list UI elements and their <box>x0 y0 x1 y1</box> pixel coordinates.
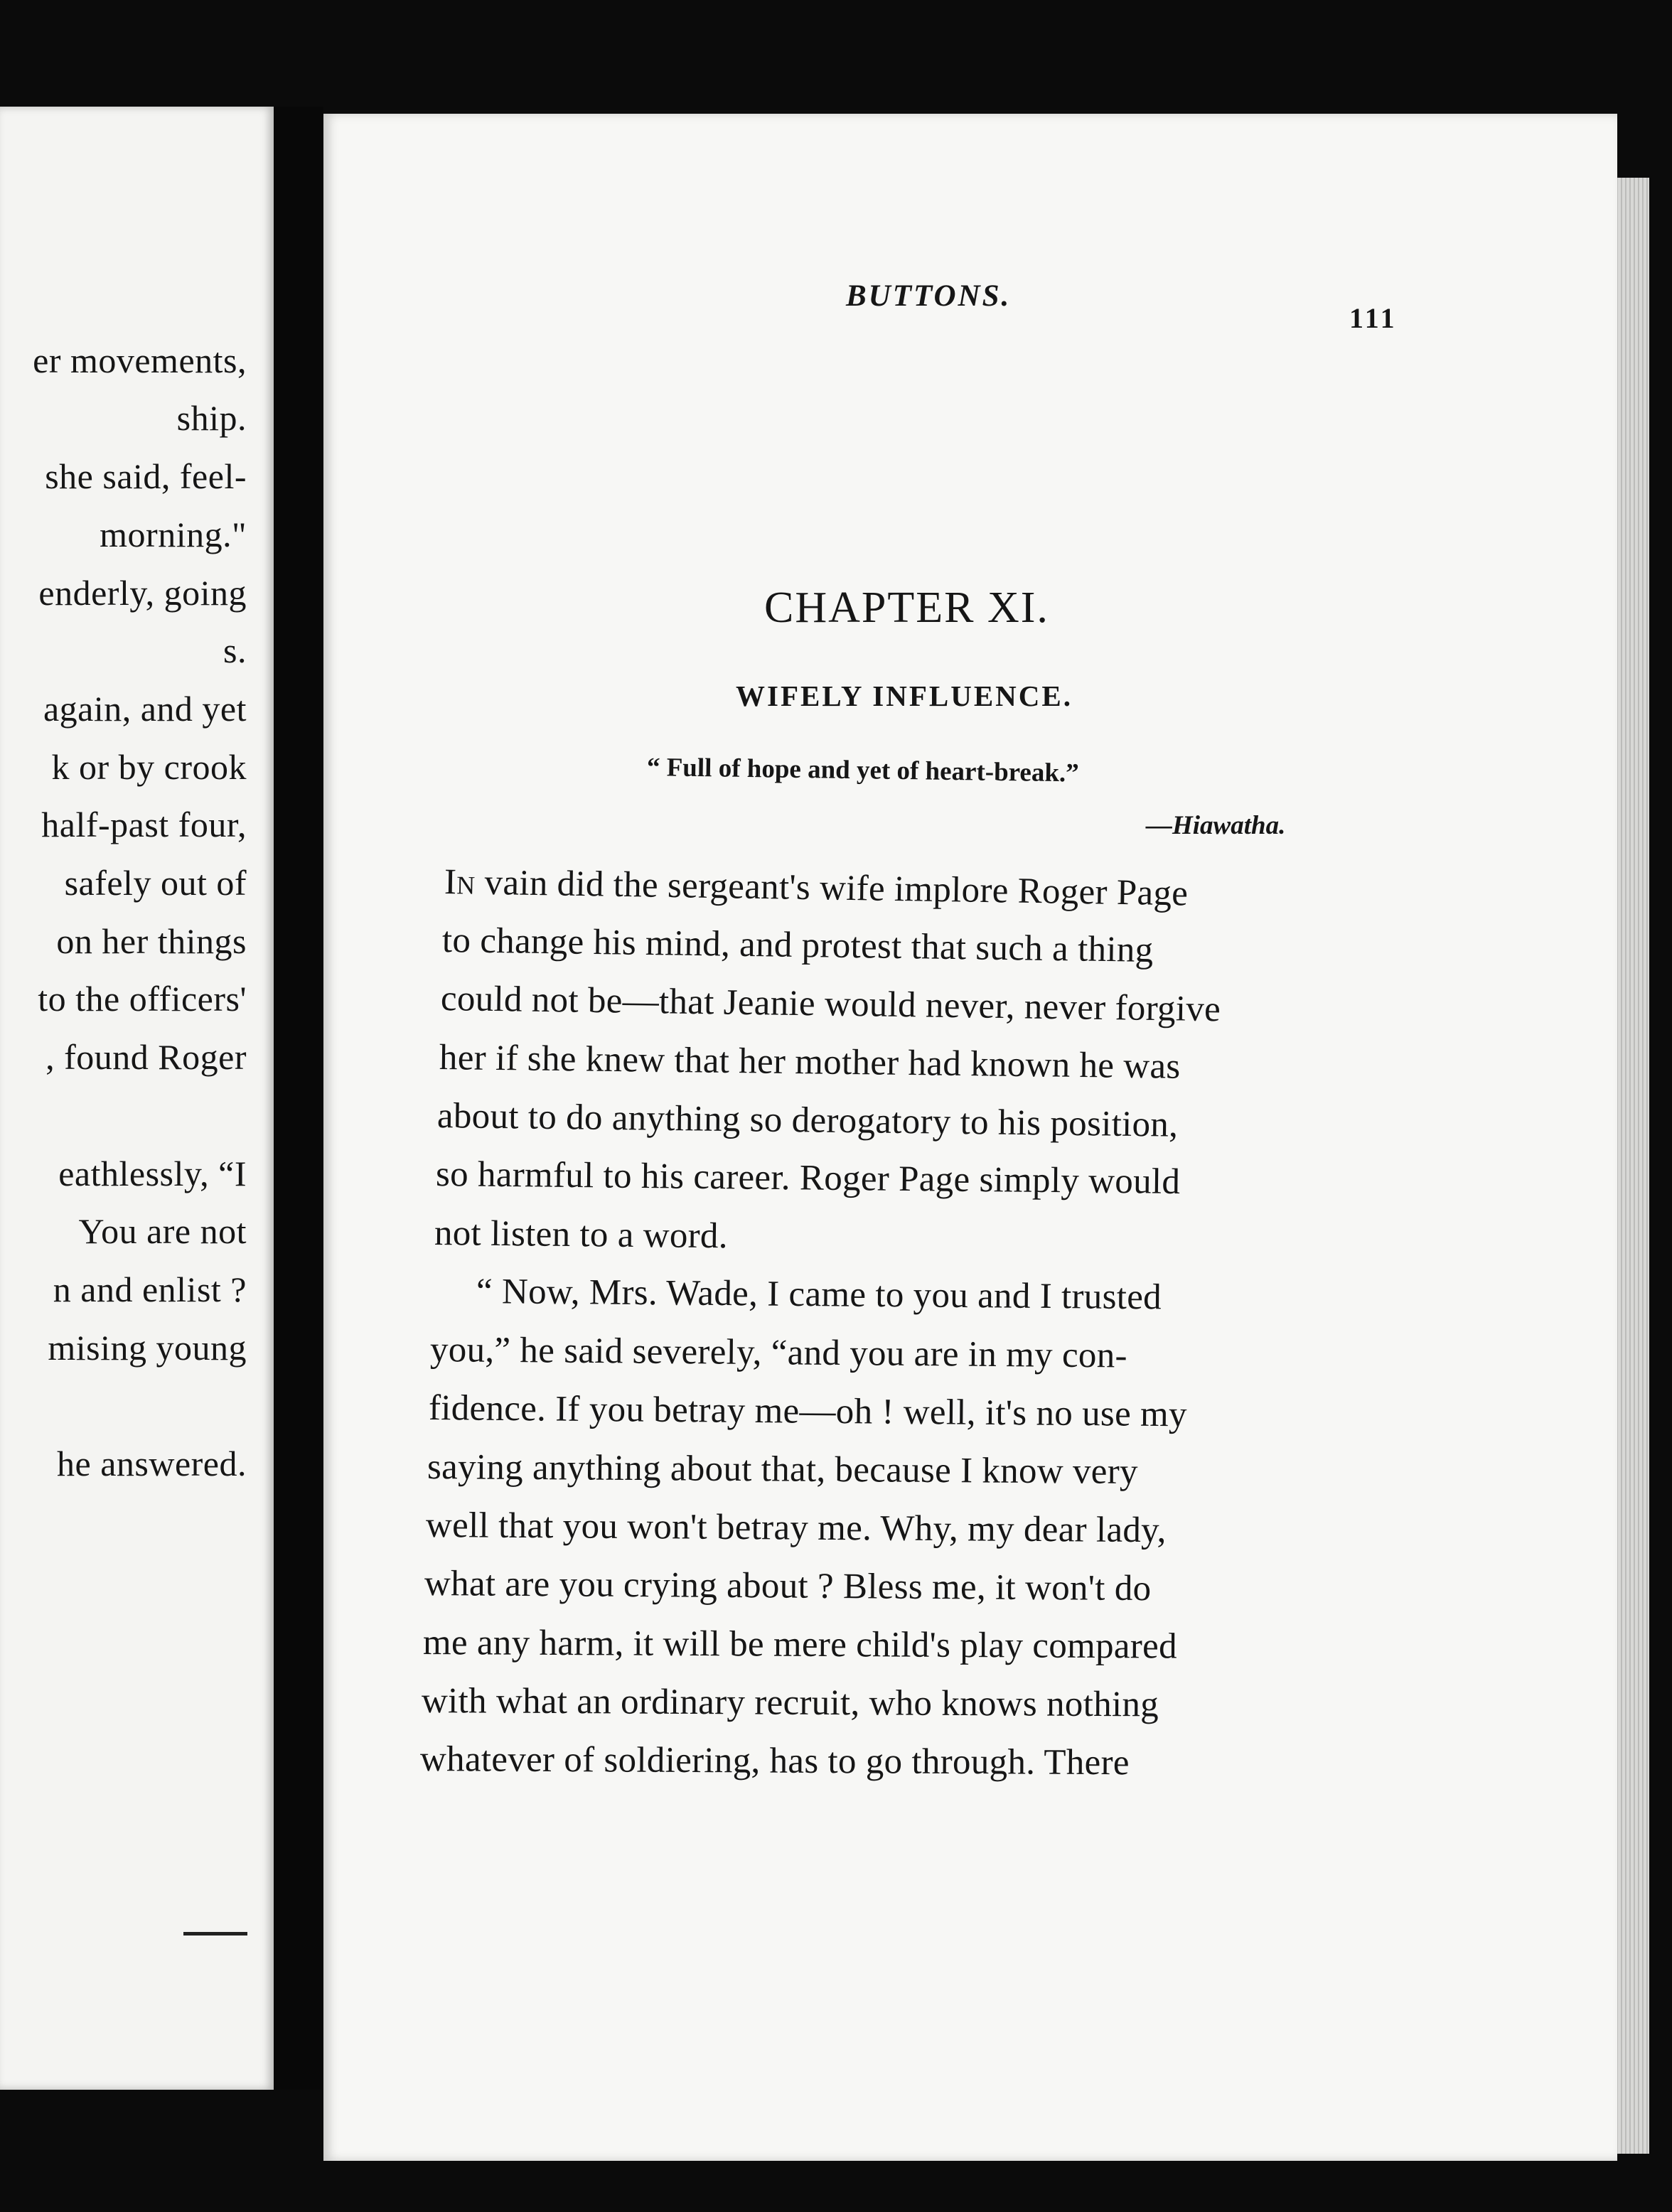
body-line: about to do anything so derogatory to his position, <box>436 1096 1179 1145</box>
left-line: eathlessly, “I <box>58 1154 247 1193</box>
left-line: n and enlist ? <box>53 1269 247 1309</box>
printer-mark <box>183 1932 247 1936</box>
left-line: again, and yet <box>43 689 247 729</box>
left-line: he answered. <box>57 1444 247 1483</box>
running-head: BUTTONS. <box>846 279 1012 313</box>
body-line: “ Now, Mrs. Wade, I came to you and I trusted <box>476 1272 1162 1318</box>
left-line: er movements, <box>33 340 247 380</box>
book-gutter <box>274 107 323 2090</box>
chapter-subtitle: WIFELY INFLUENCE. <box>736 680 1073 712</box>
epigraph-source: —Hiawatha. <box>1146 811 1286 840</box>
left-line: ship. <box>176 398 247 438</box>
body-line: with what an ordinary recruit, who knows nothing <box>421 1681 1159 1725</box>
left-line: enderly, going <box>38 573 247 613</box>
left-line: to the officers' <box>38 979 247 1019</box>
body-line: you,” he said severely, “and you are in my con- <box>429 1330 1128 1376</box>
left-page <box>0 107 274 2090</box>
left-line: k or by crook <box>51 747 247 787</box>
left-line: half-past four, <box>41 805 247 844</box>
left-line: morning." <box>100 515 247 554</box>
left-line: on her things <box>56 921 247 961</box>
drop-cap: In <box>444 862 476 903</box>
body-line: to change his mind, and protest that such a thing <box>441 920 1154 970</box>
body-line: saying anything about that, because I know very <box>427 1447 1139 1492</box>
page-number: 111 <box>1349 302 1398 334</box>
epigraph: “ Full of hope and yet of heart-break.” <box>646 753 1079 788</box>
left-line: mising young <box>48 1328 247 1368</box>
body-line: what are you crying about ? Bless me, it won't do <box>424 1564 1152 1609</box>
left-line: safely out of <box>64 863 247 903</box>
left-line: You are not <box>78 1211 247 1251</box>
body-line: fidence. If you betray me—oh ! well, it's no use my <box>428 1388 1188 1435</box>
body-line: her if she knew that her mother had known he was <box>439 1038 1181 1087</box>
body-line: so harmful to his career. Roger Page simply would <box>435 1154 1181 1202</box>
left-line: she said, feel- <box>45 456 247 496</box>
left-line: , found Roger <box>45 1037 247 1077</box>
body-line: whatever of soldiering, has to go through. There <box>419 1739 1130 1783</box>
body-line: not listen to a word. <box>434 1213 729 1257</box>
body-line: me any harm, it will be mere child's play compared <box>422 1623 1177 1667</box>
chapter-title: CHAPTER XI. <box>764 584 1049 632</box>
body-line: well that you won't betray me. Why, my dear lady, <box>425 1505 1167 1551</box>
body-line: could not be—that Jeanie would never, never forgive <box>440 979 1221 1030</box>
left-line: s. <box>223 630 247 670</box>
body-line-text: vain did the sergeant's wife implore Roger Page <box>475 862 1189 914</box>
